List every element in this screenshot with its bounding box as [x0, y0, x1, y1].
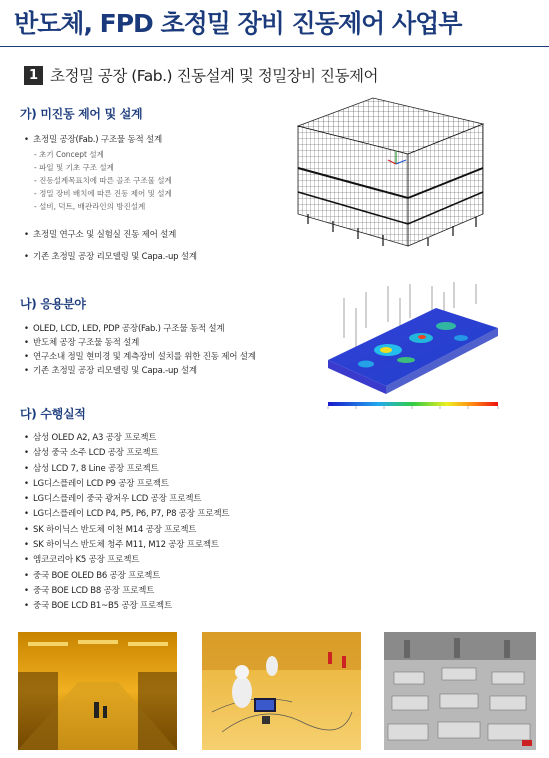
list-item: • 기존 초정밀 공장 리모델링 및 Capa.-up 설계: [24, 364, 256, 378]
list-item: • 삼성 OLED A2, A3 공장 프로젝트: [24, 431, 229, 446]
list-item: • 중국 BOE LCD B8 공장 프로젝트: [24, 584, 229, 599]
list-item: • SK 하이닉스 반도체 이천 M14 공장 프로젝트: [24, 523, 229, 538]
list-vibration-extra: [24, 228, 197, 262]
list-item: • 중국 BOE LCD B1~B5 공장 프로젝트: [24, 599, 229, 614]
list-item: - 파일 및 기초 구조 설계: [34, 161, 172, 174]
heading-applications: 나) 응용분야: [20, 297, 86, 311]
title-divider: [0, 46, 549, 47]
list-item: • 삼성 중국 소주 LCD 공장 프로젝트: [24, 446, 229, 461]
list-item: • SK 하이닉스 반도체 청주 M11, M12 공장 프로젝트: [24, 538, 229, 553]
list-item: • OLED, LCD, LED, PDP 공장(Fab.) 구조물 동적 설계: [24, 322, 256, 336]
list-item: • 중국 BOE OLED B6 공장 프로젝트: [24, 569, 229, 584]
list-item: - 정밀 장비 배치에 따른 진동 제어 및 설계: [34, 187, 172, 200]
photo-equipment-floor: [384, 632, 536, 750]
list-item: - 진동설계목표치에 따른 골조 구조물 설계: [34, 174, 172, 187]
list-item: • LG디스플레이 중국 광저우 LCD 공장 프로젝트: [24, 492, 229, 507]
list-item: • 연구소내 정밀 현미경 및 계측장비 설치를 위한 진동 제어 설계: [24, 350, 256, 364]
list-item: • LG디스플레이 LCD P4, P5, P6, P7, P8 공장 프로젝트: [24, 507, 229, 522]
section-number-badge: 1: [24, 66, 43, 85]
list-track-record: [24, 431, 229, 615]
list-vibration-sub: [34, 148, 172, 213]
list-item: • 반도체 공장 구조물 동적 설계: [24, 336, 256, 350]
list-vibration-main: [24, 133, 162, 145]
list-item: - 설비, 덕트, 배관라인의 방진설계: [34, 200, 172, 213]
list-item: • 초정밀 공장(Fab.) 구조물 동적 설계: [24, 133, 162, 145]
vibration-contour-slab-image: [326, 278, 504, 414]
list-item: • 기존 초정밀 공장 리모델링 및 Capa.-up 설계: [24, 250, 197, 262]
list-item: • LG디스플레이 LCD P9 공장 프로젝트: [24, 477, 229, 492]
heading-track-record: 다) 수행실적: [20, 407, 86, 421]
list-item: • 초정밀 연구소 및 실험실 진동 제어 설계: [24, 228, 197, 250]
list-item: - 초기 Concept 설계: [34, 148, 172, 161]
photo-cleanroom-corridor: [18, 632, 177, 750]
section-title: 초정밀 공장 (Fab.) 진동설계 및 정밀장비 진동제어: [50, 67, 378, 85]
structural-frame-model-image: [278, 96, 496, 248]
list-item: • 엠코코리아 K5 공장 프로젝트: [24, 553, 229, 568]
heading-vibration-control: 가) 미진동 제어 및 설계: [20, 107, 143, 121]
list-item: • 삼성 LCD 7, 8 Line 공장 프로젝트: [24, 462, 229, 477]
page-title: 반도체, FPD 초정밀 장비 진동제어 사업부: [14, 9, 462, 38]
photo-vibration-measurement: [202, 632, 361, 750]
list-applications: [24, 322, 256, 378]
